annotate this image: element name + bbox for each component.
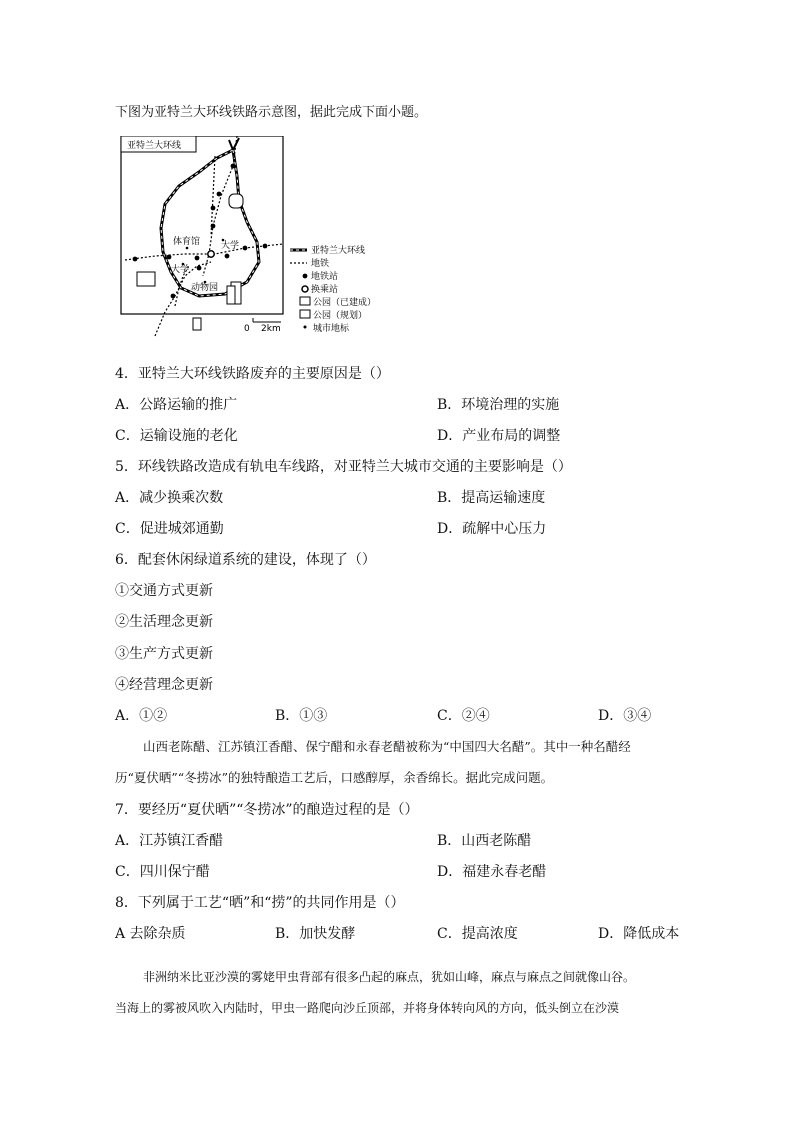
label-stadium: 体育馆 [173, 237, 201, 247]
q7-option-d: D．福建永春老醋 [437, 864, 547, 880]
park-planned-3 [227, 286, 235, 304]
map-title: 亚特兰大环线 [127, 141, 182, 151]
passage2-line2: 历“夏伏晒”“冬捞冰”的独特酿造工艺后，口感醇厚，余香绵长。据此完成问题。 [115, 770, 554, 785]
legend-park-built [300, 296, 376, 308]
beltline-map [115, 136, 405, 348]
legend-landmark [304, 322, 351, 334]
legend-subway [290, 257, 329, 269]
legend-station [303, 270, 338, 282]
transfer-station [208, 251, 214, 257]
q7-option-b: B．山西老陈醋 [437, 833, 532, 849]
legend-landmark-label: 城市地标 [313, 324, 350, 334]
scale-zero: 0 [244, 324, 250, 334]
passage3-line2: 当海上的雾被风吹入内陆时，甲虫一路爬向沙丘顶部，并将身体转向风的方向，低头倒立在沙漠 [115, 1001, 620, 1015]
intro-text: 下图为亚特兰大环线铁路示意图，据此完成下面小题。 [115, 105, 428, 120]
q8-option-c: C．提高浓度 [437, 926, 518, 942]
passage3-line1: 非洲纳米比亚沙漠的雾姥甲虫背部有很多凸起的麻点，犹如山峰，麻点与麻点之间就像山谷。 [143, 970, 636, 984]
label-zoo: 动物园 [191, 283, 219, 293]
q6-option-d: D．③④ [598, 708, 652, 724]
map-legend [290, 244, 376, 334]
q6-option-b: B．①③ [275, 708, 328, 724]
legend-subway-label: 地铁 [311, 259, 330, 269]
q5-option-a: A．减少换乘次数 [115, 490, 224, 506]
q7-stem: 7．要经历“夏伏晒”“冬捞冰”的酿造过程的是（） [115, 802, 419, 818]
q8-stem: 8．下列属于工艺“晒”和“捞”的共同作用是（） [115, 895, 405, 911]
legend-station-label: 地铁站 [311, 272, 339, 282]
q5-stem: 5．环线铁路改造成有轨电车线路，对亚特兰大城市交通的主要影响是（） [115, 459, 572, 475]
label-university-2: 大学 [171, 265, 190, 275]
legend-beltline-label: 亚特兰大环线 [311, 246, 366, 256]
q6-item-4: ④经营理念更新 [115, 677, 213, 693]
q4-option-d: D．产业布局的调整 [437, 428, 561, 444]
q6-item-1: ①交通方式更新 [115, 583, 213, 599]
q4-option-c: C．运输设施的老化 [115, 428, 238, 444]
label-university-1: 大学 [221, 241, 240, 251]
legend-transfer [302, 283, 338, 295]
legend-park-built-label: 公园（已建成） [313, 298, 377, 308]
q8-option-a: A 去除杂质 [115, 926, 186, 942]
q6-stem: 6．配套休闲绿道系统的建设，体现了（） [115, 552, 376, 568]
legend-beltline [290, 244, 365, 256]
q4-option-a: A．公路运输的推广 [115, 397, 238, 413]
legend-park-planned [300, 309, 367, 321]
legend-transfer-label: 换乘站 [311, 285, 339, 295]
q7-option-a: A．江苏镇江香醋 [115, 833, 224, 849]
scale-label: 2km [261, 324, 281, 334]
q6-item-3: ③生产方式更新 [115, 646, 213, 662]
q6-option-a: A．①② [115, 708, 168, 724]
q5-option-b: B．提高运输速度 [437, 490, 546, 506]
park-planned-2 [193, 318, 201, 330]
q5-option-c: C．促进城郊通勤 [115, 521, 224, 537]
legend-park-planned-label: 公园（规划） [313, 311, 368, 321]
q7-option-c: C．四川保宁醋 [115, 864, 210, 880]
q6-option-c: C．②④ [437, 708, 490, 724]
q4-stem: 4．亚特兰大环线铁路废弃的主要原因是（） [115, 366, 390, 382]
q8-option-d: D．降低成本 [598, 926, 680, 942]
q8-option-b: B．加快发酵 [275, 926, 356, 942]
park-planned-1 [137, 272, 155, 286]
passage2-line1: 山西老陈醋、江苏镇江香醋、保宁醋和永春老醋被称为“中国四大名醋”。其中一种名醋经 [143, 739, 631, 754]
q5-option-d: D．疏解中心压力 [437, 521, 547, 537]
q6-item-2: ②生活理念更新 [115, 614, 213, 630]
park-built-1 [229, 194, 243, 208]
q4-option-b: B．环境治理的实施 [437, 397, 560, 413]
